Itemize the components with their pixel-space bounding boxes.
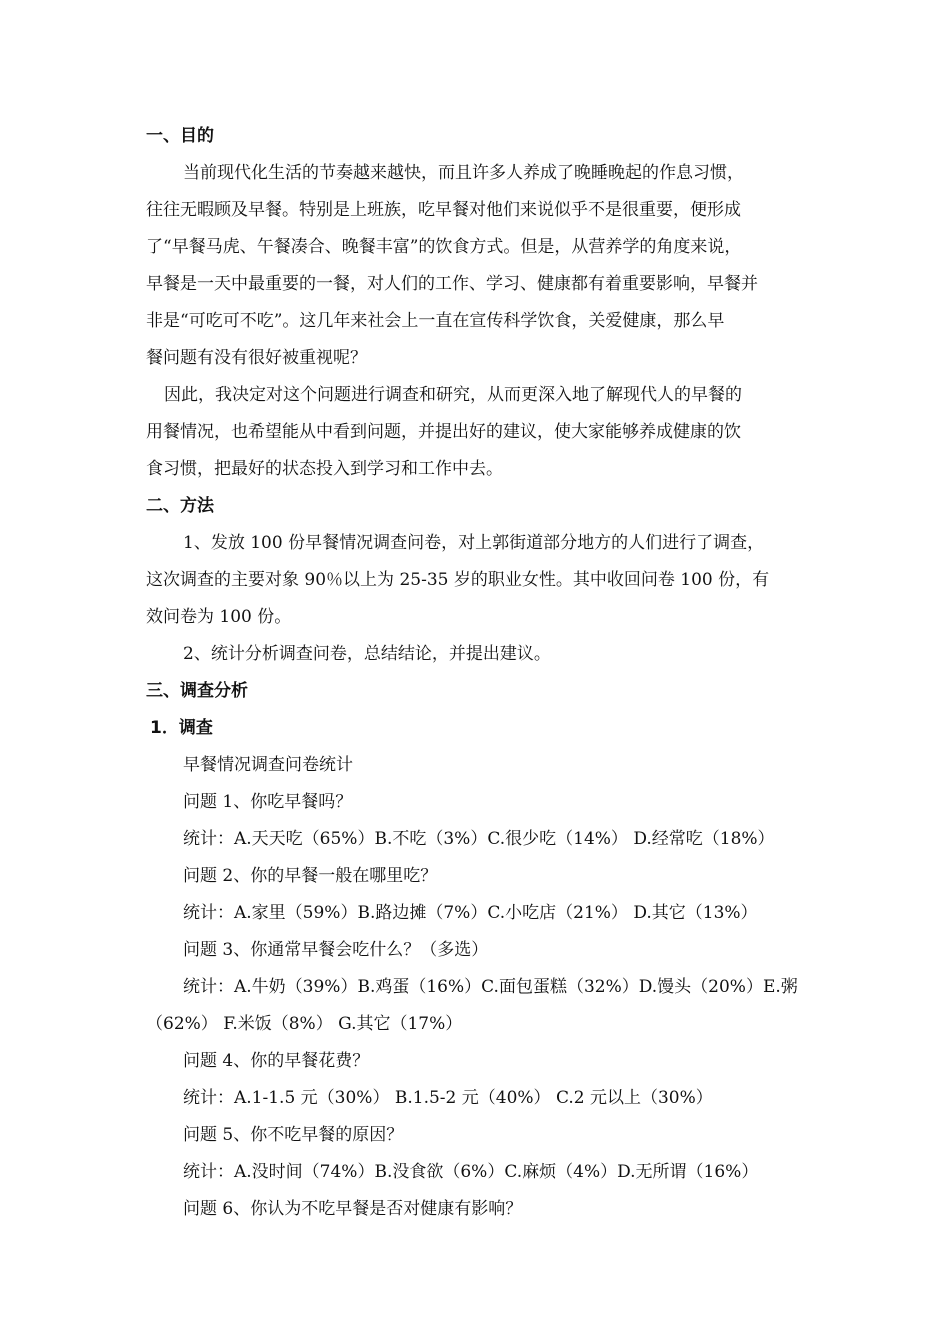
section-heading-method: 二、方法	[146, 496, 214, 516]
text-line: 了“早餐马虎、午餐凑合、晚餐丰富”的饮食方式。但是，从营养学的角度来说，	[146, 237, 742, 257]
text-line: 当前现代化生活的节奏越来越快，而且许多人养成了晚睡晚起的作息习惯，	[183, 163, 744, 183]
section-heading-purpose: 一、目的	[146, 126, 214, 146]
text-line: 效问卷为 100 份。	[146, 607, 292, 627]
text-line: 往往无暇顾及早餐。特别是上班族，吃早餐对他们来说似乎不是很重要，便形成	[146, 200, 741, 220]
question-1-stat: 统计：A.天天吃（65%）B.不吃（3%）C.很少吃（14%） D.经常吃（18%）	[183, 829, 775, 849]
question-3-stat	[146, 969, 810, 1043]
text-line: 统计：A.牛奶（39%）B.鸡蛋（16%）C.面包蛋糕（32%）D.馒头（20%）E.粥	[183, 977, 798, 997]
text-line: 这次调查的主要对象 90％以上为 25-35 岁的职业女性。其中收回问卷 100 份，有	[146, 570, 770, 590]
method-paragraph-1	[146, 525, 810, 636]
document-page	[146, 118, 810, 1228]
text-line: 1、发放 100 份早餐情况调查问卷，对上郭街道部分地方的人们进行了调查，	[183, 533, 765, 553]
question-4: 问题 4、你的早餐花费？	[183, 1051, 370, 1071]
question-5-stat: 统计：A.没时间（74%）B.没食欲（6%）C.麻烦（4%）D.无所谓（16%）	[183, 1162, 759, 1182]
question-2: 问题 2、你的早餐一般在哪里吃？	[183, 866, 438, 886]
sub-heading-survey: 1．调查	[150, 718, 213, 738]
text-line: （62%） F.米饭（8%） G.其它（17%）	[146, 1014, 463, 1034]
text-line: 因此，我决定对这个问题进行调查和研究，从而更深入地了解现代人的早餐的	[164, 385, 742, 405]
purpose-paragraph-2	[146, 377, 810, 488]
section-heading-analysis: 三、调查分析	[146, 681, 248, 701]
survey-title: 早餐情况调查问卷统计	[183, 755, 353, 775]
question-6: 问题 6、你认为不吃早餐是否对健康有影响？	[183, 1199, 523, 1219]
question-1: 问题 1、你吃早餐吗？	[183, 792, 353, 812]
question-2-stat: 统计：A.家里（59%）B.路边摊（7%）C.小吃店（21%） D.其它（13%）	[183, 903, 758, 923]
question-5: 问题 5、你不吃早餐的原因？	[183, 1125, 404, 1145]
question-4-stat: 统计：A.1-1.5 元（30%） B.1.5-2 元（40%） C.2 元以上（30%）	[183, 1088, 713, 1108]
purpose-paragraph-1	[146, 155, 810, 377]
text-line: 用餐情况，也希望能从中看到问题，并提出好的建议，使大家能够养成健康的饮	[146, 422, 741, 442]
text-line: 餐问题有没有很好被重视呢？	[146, 348, 367, 368]
question-3: 问题 3、你通常早餐会吃什么？（多选）	[183, 940, 489, 960]
text-line: 食习惯，把最好的状态投入到学习和工作中去。	[146, 459, 503, 479]
text-line: 非是“可吃可不吃”。这几年来社会上一直在宣传科学饮食，关爱健康，那么早	[146, 311, 725, 331]
method-paragraph-2: 2、统计分析调查问卷，总结结论，并提出建议。	[183, 644, 551, 664]
text-line: 早餐是一天中最重要的一餐，对人们的工作、学习、健康都有着重要影响，早餐并	[146, 274, 758, 294]
